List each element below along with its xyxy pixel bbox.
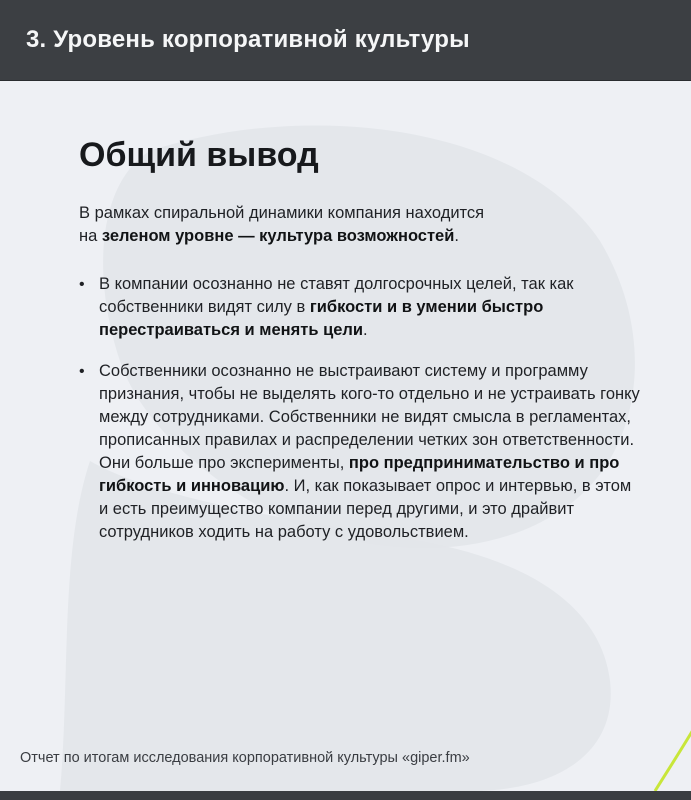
intro-highlight: зеленом уровне — культура возможностей xyxy=(101,227,455,245)
bullet-1-line-2-prefix: собственники видят силу в xyxy=(99,298,310,316)
bullet-1-line-1: В компании осознанно не ставят долгосрочных целей, так как xyxy=(99,275,574,293)
bullet-text xyxy=(99,273,659,342)
bullet-2-line-8: сотрудников ходить на работу с удовольствием. xyxy=(99,523,469,541)
bullet-2-highlight-b: гибкость и инновацию xyxy=(99,477,285,495)
bullet-2-line-1: Собственники осознанно не выстраивают систему и программу xyxy=(99,362,588,380)
bullet-2-highlight-a: про предпринимательство и про xyxy=(348,454,620,472)
intro-line-2-prefix: на xyxy=(79,227,102,245)
bullet-2-line-3: между сотрудниками. Собственники не видят смысла в регламентах, xyxy=(99,408,631,426)
bullet-2-line-5 xyxy=(99,452,659,475)
bullet-1-line-3 xyxy=(99,319,659,342)
bullet-2-line-6-suffix: . И, как показывает опрос и интервью, в этом xyxy=(284,477,632,495)
bullet-1-highlight-b: перестраиваться и менять цели xyxy=(99,321,364,339)
bullet-2-line-2: признания, чтобы не выделять кого-то отдельно и не устраивать гонку xyxy=(99,385,640,403)
bottom-bar xyxy=(0,791,691,800)
bullet-2-line-5-prefix: Они больше про эксперименты, xyxy=(99,454,349,472)
bullet-2-line-6 xyxy=(99,475,659,498)
accent-curve xyxy=(655,681,691,791)
page-heading: Общий вывод xyxy=(79,136,319,174)
bullet-marker: • xyxy=(79,276,85,293)
slide-header xyxy=(0,0,691,81)
intro-paragraph xyxy=(79,202,619,248)
bullet-1-line-2 xyxy=(99,296,659,319)
bullet-2-line-7: и есть преимущество компании перед другими, и это драйвит xyxy=(99,500,575,518)
bullet-1-line-3-suffix: . xyxy=(363,321,368,339)
bullet-marker: • xyxy=(79,363,85,380)
footer-caption: Отчет по итогам исследования корпоративной культуры «giper.fm» xyxy=(20,750,470,766)
bullet-1-highlight-a: гибкости и в умении быстро xyxy=(309,298,544,316)
intro-line-2-suffix: . xyxy=(454,227,459,245)
bullet-text xyxy=(99,360,659,544)
section-title: 3. Уровень корпоративной культуры xyxy=(26,26,470,53)
intro-line-2 xyxy=(79,225,619,248)
intro-line-1: В рамках спиральной динамики компания находится xyxy=(79,204,485,222)
bullet-2-line-4: прописанных правилах и распределении четких зон ответственности. xyxy=(99,431,635,449)
